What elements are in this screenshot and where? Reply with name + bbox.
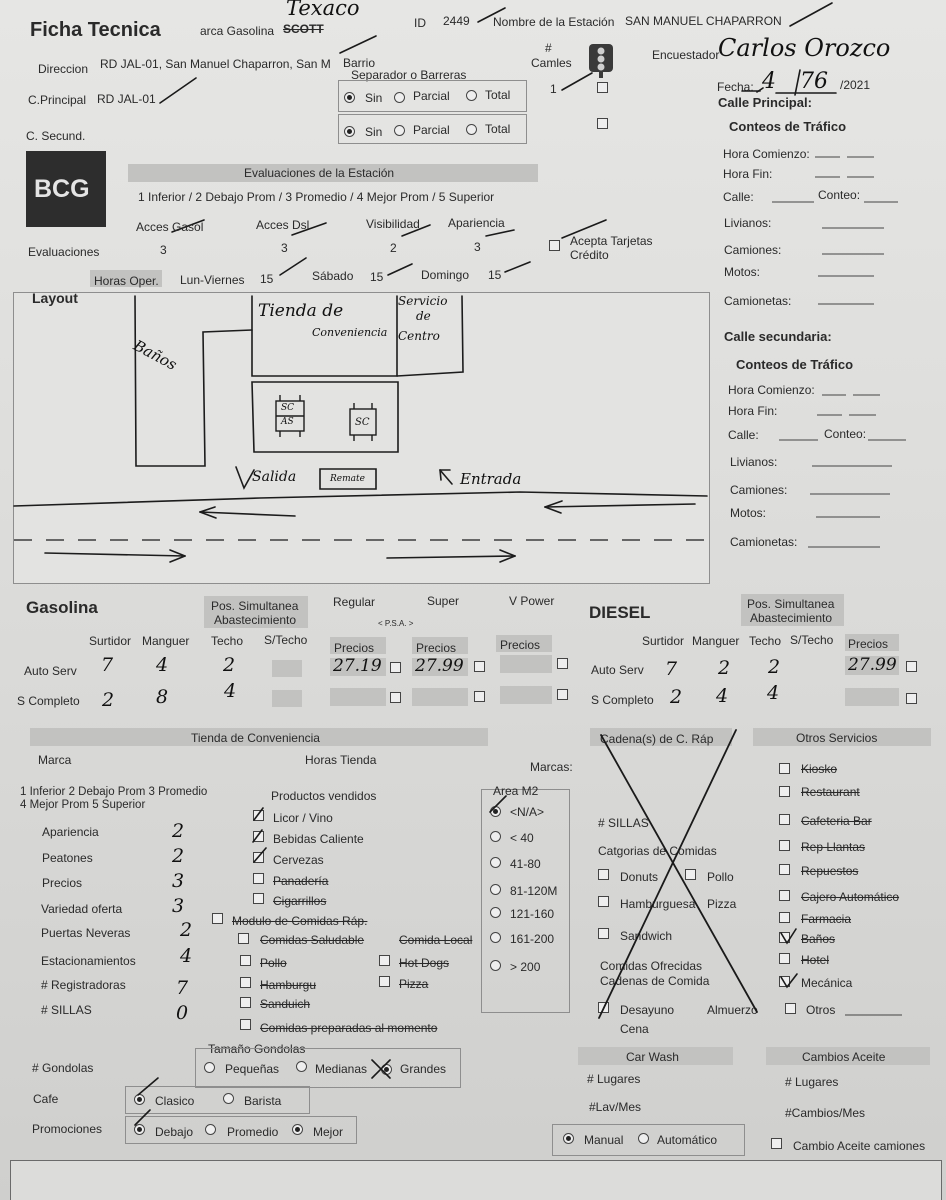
diesel-row2-techo: 4 (767, 682, 780, 704)
rating-sillas-value: 0 (176, 1002, 189, 1024)
layout-servicio-3: Centro (398, 329, 440, 343)
cadena-sillas: # SILLAS (598, 816, 649, 830)
rating-precios-value: 3 (172, 870, 185, 892)
gasolina-row1-surtidor: 7 (101, 654, 114, 676)
area-161-200: 161-200 (510, 932, 555, 946)
area-na: <N/A> (510, 805, 545, 819)
tienda-sanduich: Sanduich (260, 997, 311, 1011)
layout-servicio-1: Servicio (398, 294, 448, 308)
gasolina-col-vpower: V Power (509, 594, 555, 608)
cadena-donuts: Donuts (620, 870, 659, 884)
productos-title: Productos vendidos (271, 789, 377, 803)
producto-panaderia-checkbox[interactable] (253, 873, 264, 884)
cadena-title: Cadena(s) de C. Ráp (600, 732, 714, 746)
otros-banos-checkbox[interactable] (779, 932, 790, 943)
gasolina-row2-manguer: 8 (156, 686, 169, 708)
bcg-logo-text: BCG (34, 175, 90, 203)
promociones-label: Promociones (32, 1122, 103, 1136)
area-na-radio[interactable] (490, 806, 501, 817)
camiones-principal-checkbox[interactable] (597, 82, 608, 93)
carwash-lugares: # Lugares (587, 1072, 641, 1086)
secundaria-conteos: Conteos de Tráfico (736, 357, 854, 372)
barrio-label: Barrio (343, 56, 376, 70)
diesel-row2-label: S Completo (591, 693, 654, 707)
area-title: Area M2 (493, 784, 539, 798)
separador-secund-sin-radio[interactable] (344, 126, 355, 137)
diesel-price-field-2[interactable] (845, 688, 899, 706)
separador-secund-total: Total (485, 122, 511, 136)
otros-otros-checkbox[interactable] (785, 1003, 796, 1014)
promociones-promedio: Promedio (227, 1125, 279, 1139)
gasolina-pos-2: Abastecimiento (214, 613, 297, 627)
gasolina-pos-1: Pos. Simultanea (211, 599, 299, 613)
acepta-credito-label: Crédito (570, 248, 609, 262)
eval-acces-gasol-value: 3 (160, 243, 167, 257)
eval-acces-dsl-label: Acces Dsl (256, 218, 310, 232)
eval-acces-dsl-value: 3 (281, 241, 288, 255)
area-81-120-radio[interactable] (490, 884, 501, 895)
area-81-120: 81-120M (510, 884, 558, 898)
carwash-manual: Manual (584, 1133, 624, 1147)
area-200-radio[interactable] (490, 960, 501, 971)
eval-apariencia-label: Apariencia (448, 216, 505, 230)
modulo-checkbox[interactable] (212, 913, 223, 924)
rating-peatones-label: Peatones (42, 851, 93, 865)
super-price-value: 27.99 (415, 656, 464, 676)
rating-estacionamientos-label: Estacionamientos (41, 954, 136, 968)
evaluaciones-title: Evaluaciones de la Estación (244, 166, 395, 180)
cafe-clasico: Clasico (155, 1094, 195, 1108)
gasolina-row2-stecho-field[interactable] (272, 690, 302, 707)
cadena-sandwich-checkbox[interactable] (598, 928, 609, 939)
layout-tienda-1: Tienda de (258, 301, 344, 321)
secundaria-hora-comienzo: Hora Comienzo: (728, 383, 815, 397)
separador-secund-total-radio[interactable] (466, 124, 477, 135)
area-41-80: 41-80 (510, 857, 541, 871)
marca-label: arca Gasolina (200, 24, 275, 38)
vpower-checkbox[interactable] (557, 658, 568, 669)
promociones-mejor: Mejor (313, 1125, 344, 1139)
gasolina-row2-surtidor: 2 (102, 689, 115, 711)
cadena-cena: Cena (620, 1022, 649, 1036)
acepta-tarjetas-checkbox[interactable] (549, 240, 560, 251)
area-40: < 40 (510, 831, 534, 845)
otros-repuestos-checkbox[interactable] (779, 864, 790, 875)
otros-cafeteria: Cafeteria Bar (801, 814, 872, 828)
separador-principal-sin: Sin (365, 91, 383, 105)
id-value: 2449 (443, 14, 470, 28)
rating-variedad-value: 3 (172, 895, 185, 917)
producto-cervezas: Cervezas (273, 853, 324, 867)
super-price-field-2[interactable] (412, 688, 468, 706)
cadena-pollo-checkbox[interactable] (685, 869, 696, 880)
cadena-sandwich: Sandwich (620, 929, 673, 943)
promociones-promedio-radio[interactable] (205, 1124, 216, 1135)
eval-visibilidad-value: 2 (390, 241, 397, 255)
horas-dom-value: 15 (488, 268, 502, 282)
promociones-debajo-radio[interactable] (134, 1124, 145, 1135)
promociones-debajo: Debajo (155, 1125, 194, 1139)
cambios-title: Cambios Aceite (802, 1050, 886, 1064)
horas-lv-value: 15 (260, 272, 274, 286)
otros-hotel-checkbox[interactable] (779, 953, 790, 964)
tienda-pollo: Pollo (260, 956, 287, 970)
diesel-row1-surtidor: 7 (665, 658, 678, 680)
layout-pump-2: SC (355, 417, 370, 428)
principal-hora-comienzo: Hora Comienzo: (723, 147, 810, 161)
fecha-label: Fecha: (717, 80, 754, 94)
gondolas-medianas-radio[interactable] (296, 1061, 307, 1072)
diesel-h-techo: Techo (749, 634, 782, 648)
producto-licor-checkbox[interactable] (253, 810, 264, 821)
cadena-pollo: Pollo (707, 870, 734, 884)
gasolina-h-manguer: Manguer (142, 634, 190, 648)
tienda-marca: Marca (38, 753, 72, 767)
diesel-price-value: 27.99 (848, 655, 897, 675)
camiones-secund-checkbox[interactable] (597, 118, 608, 129)
gondolas-grandes-radio[interactable] (381, 1064, 392, 1075)
diesel-h-manguer: Manguer (692, 634, 740, 648)
fecha-month: 76 (800, 69, 828, 94)
rating-estacionamientos-value: 4 (180, 945, 193, 967)
producto-cigarrillos: Cigarrillos (273, 894, 327, 908)
layout-tienda-2: Conveniencia (312, 326, 388, 339)
hamburgu-checkbox[interactable] (240, 977, 251, 988)
secundaria-motos: Motos: (730, 506, 767, 520)
preparadas-checkbox[interactable] (240, 1019, 251, 1030)
diesel-row1-label: Auto Serv (591, 663, 644, 677)
layout-servicio-2: de (416, 309, 431, 323)
super-checkbox-2[interactable] (474, 691, 485, 702)
cadena-almuerzo: Almuerzo (707, 1003, 758, 1017)
area-box (481, 789, 570, 1013)
cafe-box (125, 1086, 310, 1114)
carwash-automatico-radio[interactable] (638, 1133, 649, 1144)
producto-bebidas: Bebidas Caliente (273, 832, 364, 846)
gondolas-tamano: Tamaño Gondolas (208, 1042, 306, 1056)
rating-puertas-value: 2 (180, 919, 193, 941)
cafe-clasico-radio[interactable] (134, 1094, 145, 1105)
diesel-pos-2: Abastecimiento (750, 611, 833, 625)
marca-value: Texaco (286, 0, 360, 20)
secundaria-title: Calle secundaria: (724, 329, 832, 344)
id-label: ID (414, 16, 426, 30)
diesel-checkbox-2[interactable] (906, 693, 917, 704)
gasolina-h-stecho: S/Techo (264, 633, 308, 647)
separador-principal-total-radio[interactable] (466, 90, 477, 101)
diesel-h-stecho: S/Techo (790, 633, 834, 647)
layout-banos: Baños (130, 336, 180, 374)
cadena-desayuno-checkbox[interactable] (598, 1002, 609, 1013)
principal-title: Calle Principal: (718, 95, 812, 110)
promociones-mejor-radio[interactable] (292, 1124, 303, 1135)
gasolina-row1-manguer: 4 (156, 654, 169, 676)
eval-apariencia-value: 3 (474, 240, 481, 254)
layout-remate: Remate (330, 474, 365, 484)
tienda-preparadas: Comidas preparadas al momento (260, 1021, 438, 1035)
producto-cigarrillos-checkbox[interactable] (253, 893, 264, 904)
tienda-scale-1: 1 Inferior 2 Debajo Prom 3 Promedio (20, 786, 208, 798)
gasolina-h-techo: Techo (211, 634, 244, 648)
otros-mecanica-checkbox[interactable] (779, 976, 790, 987)
super-precios: Precios (416, 641, 457, 655)
gasolina-col-super: Super (427, 594, 460, 608)
encuestador-value: Carlos Orozco (718, 34, 891, 62)
gasolina-row1-techo: 2 (223, 654, 236, 676)
cafe-barista: Barista (244, 1094, 282, 1108)
vpower-precios: Precios (500, 638, 541, 652)
tienda-hot-dogs: Hot Dogs (399, 956, 450, 970)
rating-puertas-label: Puertas Neveras (41, 926, 131, 940)
principal-motos: Motos: (724, 265, 761, 279)
carwash-automatico: Automático (657, 1133, 718, 1147)
camiones-hash: # (545, 41, 552, 55)
c-principal-value: RD JAL-01 (97, 92, 156, 106)
producto-licor: Licor / Vino (273, 811, 333, 825)
c-principal-label: C.Principal (28, 93, 87, 107)
principal-livianos: Livianos: (724, 216, 772, 230)
hot-dogs-checkbox[interactable] (379, 955, 390, 966)
layout-entrada: Entrada (460, 470, 522, 488)
diesel-row1-techo: 2 (768, 656, 781, 678)
separador-principal-sin-radio[interactable] (344, 92, 355, 103)
principal-conteos: Conteos de Tráfico (729, 119, 847, 134)
rating-apariencia-label: Apariencia (42, 825, 99, 839)
gondolas-medianas: Medianas (315, 1062, 368, 1076)
rating-variedad-label: Variedad oferta (41, 902, 123, 916)
secundaria-calle: Calle: (728, 428, 759, 442)
cadena-pizza: Pizza (707, 897, 737, 911)
otros-hotel: Hotel (801, 953, 830, 967)
area-121-160-radio[interactable] (490, 907, 501, 918)
gasolina-row2-label: S Completo (17, 694, 80, 708)
diesel-row2-manguer: 4 (716, 685, 729, 707)
cadena-cadenas-comida: Cadenas de Comida (600, 974, 710, 988)
notes-box[interactable] (10, 1160, 942, 1200)
secundaria-livianos: Livianos: (730, 455, 778, 469)
gondolas-pequenas: Pequeñas (225, 1062, 280, 1076)
direccion-label: Direccion (38, 62, 89, 76)
tienda-marcas: Marcas: (530, 760, 573, 774)
regular-price-field-2[interactable] (330, 688, 386, 706)
principal-calle: Calle: (723, 190, 754, 204)
traffic-light-icon (589, 44, 613, 78)
rating-sillas-label: # SILLAS (41, 1003, 92, 1017)
comida-local: Comida Local (399, 933, 473, 947)
gondolas-label: # Gondolas (32, 1061, 94, 1075)
otros-farmacia: Farmacia (801, 912, 852, 926)
cambios-camiones-checkbox[interactable] (771, 1138, 782, 1149)
tienda-horas: Horas Tienda (305, 753, 377, 767)
area-200: > 200 (510, 960, 541, 974)
secundaria-conteo: Conteo: (824, 427, 867, 441)
cambios-lugares: # Lugares (785, 1075, 839, 1089)
tienda-pizza: Pizza (399, 977, 429, 991)
estacion-label: Nombre de la Estación (493, 15, 615, 29)
diesel-title: DIESEL (589, 603, 651, 622)
gondolas-pequenas-radio[interactable] (204, 1062, 215, 1073)
horas-sab-value: 15 (370, 270, 384, 284)
super-checkbox[interactable] (474, 661, 485, 672)
cambios-camiones: Cambio Aceite camiones (793, 1139, 926, 1153)
direccion-value: RD JAL-01, San Manuel Chaparron, San M (100, 57, 331, 71)
gasolina-h-surtidor: Surtidor (89, 634, 132, 648)
regular-checkbox[interactable] (390, 662, 401, 673)
secundaria-hora-fin: Hora Fin: (728, 404, 778, 418)
horas-dom-label: Domingo (421, 268, 470, 282)
layout-title: Layout (32, 290, 78, 306)
c-secund-label: C. Secund. (26, 129, 86, 143)
otros-farmacia-checkbox[interactable] (779, 912, 790, 923)
diesel-h-surtidor: Surtidor (642, 634, 685, 648)
tienda-hamburgu: Hamburgu (260, 978, 317, 992)
gasolina-row1-stecho-field[interactable] (272, 660, 302, 677)
comidas-saludable: Comidas Saludable (260, 933, 365, 947)
diesel-precios: Precios (848, 637, 889, 651)
gasolina-row2-techo: 4 (224, 680, 237, 702)
vpower-price-field[interactable] (500, 655, 552, 673)
cafe-barista-radio[interactable] (223, 1093, 234, 1104)
tienda-scale-2: 4 Mejor Prom 5 Superior (20, 799, 146, 811)
rating-registradoras-label: # Registradoras (41, 978, 126, 992)
principal-conteo: Conteo: (818, 188, 861, 202)
evaluaciones-label: Evaluaciones (28, 245, 100, 259)
sanduich-checkbox[interactable] (240, 997, 251, 1008)
horas-lv-label: Lun-Viernes (180, 273, 245, 287)
eval-acces-gasol-label: Acces Gasol (136, 220, 204, 234)
bcg-logo (26, 151, 106, 227)
diesel-checkbox[interactable] (906, 661, 917, 672)
otros-mecanica: Mecánica (801, 976, 853, 990)
otros-restaurant: Restaurant (801, 785, 860, 799)
estacion-value: SAN MANUEL CHAPARRON (625, 14, 782, 28)
principal-camiones: Camiones: (724, 243, 782, 257)
tienda-title: Tienda de Conveniencia (191, 731, 320, 745)
cadena-hamburguesa: Hamburguesa (620, 897, 696, 911)
form-title: Ficha Tecnica (30, 19, 161, 41)
diesel-pos-1: Pos. Simultanea (747, 597, 835, 611)
acepta-tarjetas-label: Acepta Tarjetas (570, 234, 653, 248)
separador-title: Separador o Barreras (351, 68, 467, 82)
producto-panaderia: Panadería (273, 874, 329, 888)
cambios-mes: #Cambios/Mes (785, 1106, 866, 1120)
otros-cajero-checkbox[interactable] (779, 890, 790, 901)
modulo-label: Modulo de Comidas Ráp. (232, 914, 368, 928)
regular-precios: Precios (334, 641, 375, 655)
separador-secund-sin: Sin (365, 125, 383, 139)
secundaria-camionetas: Camionetas: (730, 535, 798, 549)
gasolina-psa: < P.S.A. > (378, 619, 414, 628)
separador-secund-parcial: Parcial (413, 123, 450, 137)
producto-cervezas-checkbox[interactable] (253, 852, 264, 863)
camiones-value: 1 (550, 82, 557, 96)
otros-title: Otros Servicios (796, 731, 878, 745)
rating-apariencia-value: 2 (172, 820, 185, 842)
otros-cajero: Cajero Automático (801, 890, 900, 904)
layout-pump-1b: AS (281, 417, 294, 427)
gasolina-title: Gasolina (26, 598, 98, 617)
carwash-manual-radio[interactable] (563, 1133, 574, 1144)
horas-sab-label: Sábado (312, 269, 354, 283)
separador-secund-parcial-radio[interactable] (394, 125, 405, 136)
fecha-year: /2021 (840, 78, 871, 92)
otros-cafeteria-checkbox[interactable] (779, 814, 790, 825)
separador-principal-parcial-radio[interactable] (394, 92, 405, 103)
producto-bebidas-checkbox[interactable] (253, 831, 264, 842)
principal-hora-fin: Hora Fin: (723, 167, 773, 181)
camiones-label: Camles (531, 56, 572, 70)
separador-principal-parcial: Parcial (413, 89, 450, 103)
eval-visibilidad-label: Visibilidad (366, 217, 420, 231)
vpower-checkbox-2[interactable] (557, 689, 568, 700)
cadena-categorias: Catgorias de Comidas (598, 844, 717, 858)
encuestador-label: Encuestador (652, 48, 720, 62)
otros-restaurant-checkbox[interactable] (779, 786, 790, 797)
diesel-row2-surtidor: 2 (670, 686, 683, 708)
cadena-hamburguesa-checkbox[interactable] (598, 896, 609, 907)
rating-registradoras-value: 7 (176, 977, 189, 999)
comidas-saludable-checkbox[interactable] (238, 933, 249, 944)
otros-llantas-checkbox[interactable] (779, 840, 790, 851)
gondolas-grandes: Grandes (400, 1062, 447, 1076)
otros-banos: Baños (801, 932, 836, 946)
regular-checkbox-2[interactable] (390, 692, 401, 703)
secundaria-camiones: Camiones: (730, 483, 788, 497)
cadena-donuts-checkbox[interactable] (598, 869, 609, 880)
layout-pump-1a: SC (281, 403, 295, 413)
layout-salida: Salida (252, 469, 297, 485)
area-161-200-radio[interactable] (490, 932, 501, 943)
vpower-price-field-2[interactable] (500, 686, 552, 704)
pollo-checkbox[interactable] (240, 955, 251, 966)
otros-kiosko: Kiosko (801, 762, 838, 776)
gasolina-col-regular: Regular (333, 595, 376, 609)
rating-precios-label: Precios (42, 876, 83, 890)
fecha-day: 4 (762, 69, 776, 94)
carwash-lav: #Lav/Mes (589, 1100, 642, 1114)
horas-label: Horas Oper. (94, 274, 159, 288)
otros-kiosko-checkbox[interactable] (779, 763, 790, 774)
otros-llantas: Rep Llantas (801, 840, 866, 854)
diesel-row1-manguer: 2 (718, 657, 731, 679)
cafe-label: Cafe (33, 1092, 59, 1106)
otros-repuestos: Repuestos (801, 864, 859, 878)
rating-peatones-value: 2 (172, 845, 185, 867)
area-121-160: 121-160 (510, 907, 555, 921)
gasolina-row1-label: Auto Serv (24, 664, 77, 678)
area-41-80-radio[interactable] (490, 857, 501, 868)
regular-price-value: 27.19 (333, 656, 382, 676)
evaluaciones-scale: 1 Inferior / 2 Debajo Prom / 3 Promedio / 4 Mejor Prom / 5 Superior (138, 190, 495, 204)
principal-camionetas: Camionetas: (724, 294, 792, 308)
pizza-checkbox[interactable] (379, 976, 390, 987)
marca-struck: SCOTT (283, 22, 324, 36)
cadena-desayuno: Desayuno (620, 1003, 675, 1017)
carwash-title: Car Wash (626, 1050, 679, 1064)
cadena-ofrecidas: Comidas Ofrecidas (600, 959, 703, 973)
otros-otros: Otros (806, 1003, 836, 1017)
area-40-radio[interactable] (490, 831, 501, 842)
separador-principal-total: Total (485, 88, 511, 102)
